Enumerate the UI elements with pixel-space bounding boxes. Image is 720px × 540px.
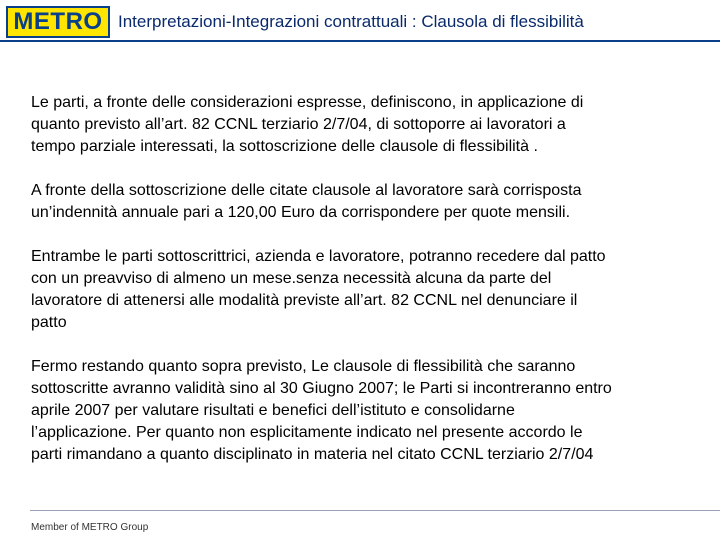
paragraph-4: Fermo restando quanto sopra previsto, Le clausole di flessibilità che saranno sottoscritte avranno validità sino al 30 Giugno 2007; le Parti si incontreranno entro aprile 2007 per valutare risultati e benefici dell’istituto e consolidarne l’applicazione. Per quanto non esplicitamente indicato nel presente accordo le parti rimandano a quanto disciplinato in materia nel citato CCNL terziario 2/7/04 [31,358,612,463]
slide-body [31,92,711,488]
footer-divider [30,510,720,511]
paragraph-3: Entrambe le parti sottoscrittrici, azienda e lavoratore, potranno recedere dal patto con un preavviso di almeno un mese.senza necessità alcuna da parte del lavoratore di attenersi alle modalità previste all’art. 82 CCNL nel denunciare il patto [31,248,606,331]
header-divider [0,40,720,42]
slide-header [0,0,720,44]
logo-text: METRO [13,8,103,35]
paragraph-1: Le parti, a fronte delle considerazioni espresse, definiscono, in applicazione di quanto previsto all’art. 82 CCNL terziario 2/7/04, di sottoporre ai lavoratori a tempo parziale interessati, la sottoscrizione delle clausole di flessibilità . [31,94,584,155]
paragraph-2: A fronte della sottoscrizione delle citate clausole al lavoratore sarà corrisposta un’indennità annuale pari a 120,00 Euro da corrispondere per quote mensili. [31,182,582,221]
slide-title: Interpretazioni-Integrazioni contrattuali : Clausola di flessibilità [118,12,584,31]
metro-logo [6,6,110,38]
footer-text: Member of METRO Group [31,522,149,533]
